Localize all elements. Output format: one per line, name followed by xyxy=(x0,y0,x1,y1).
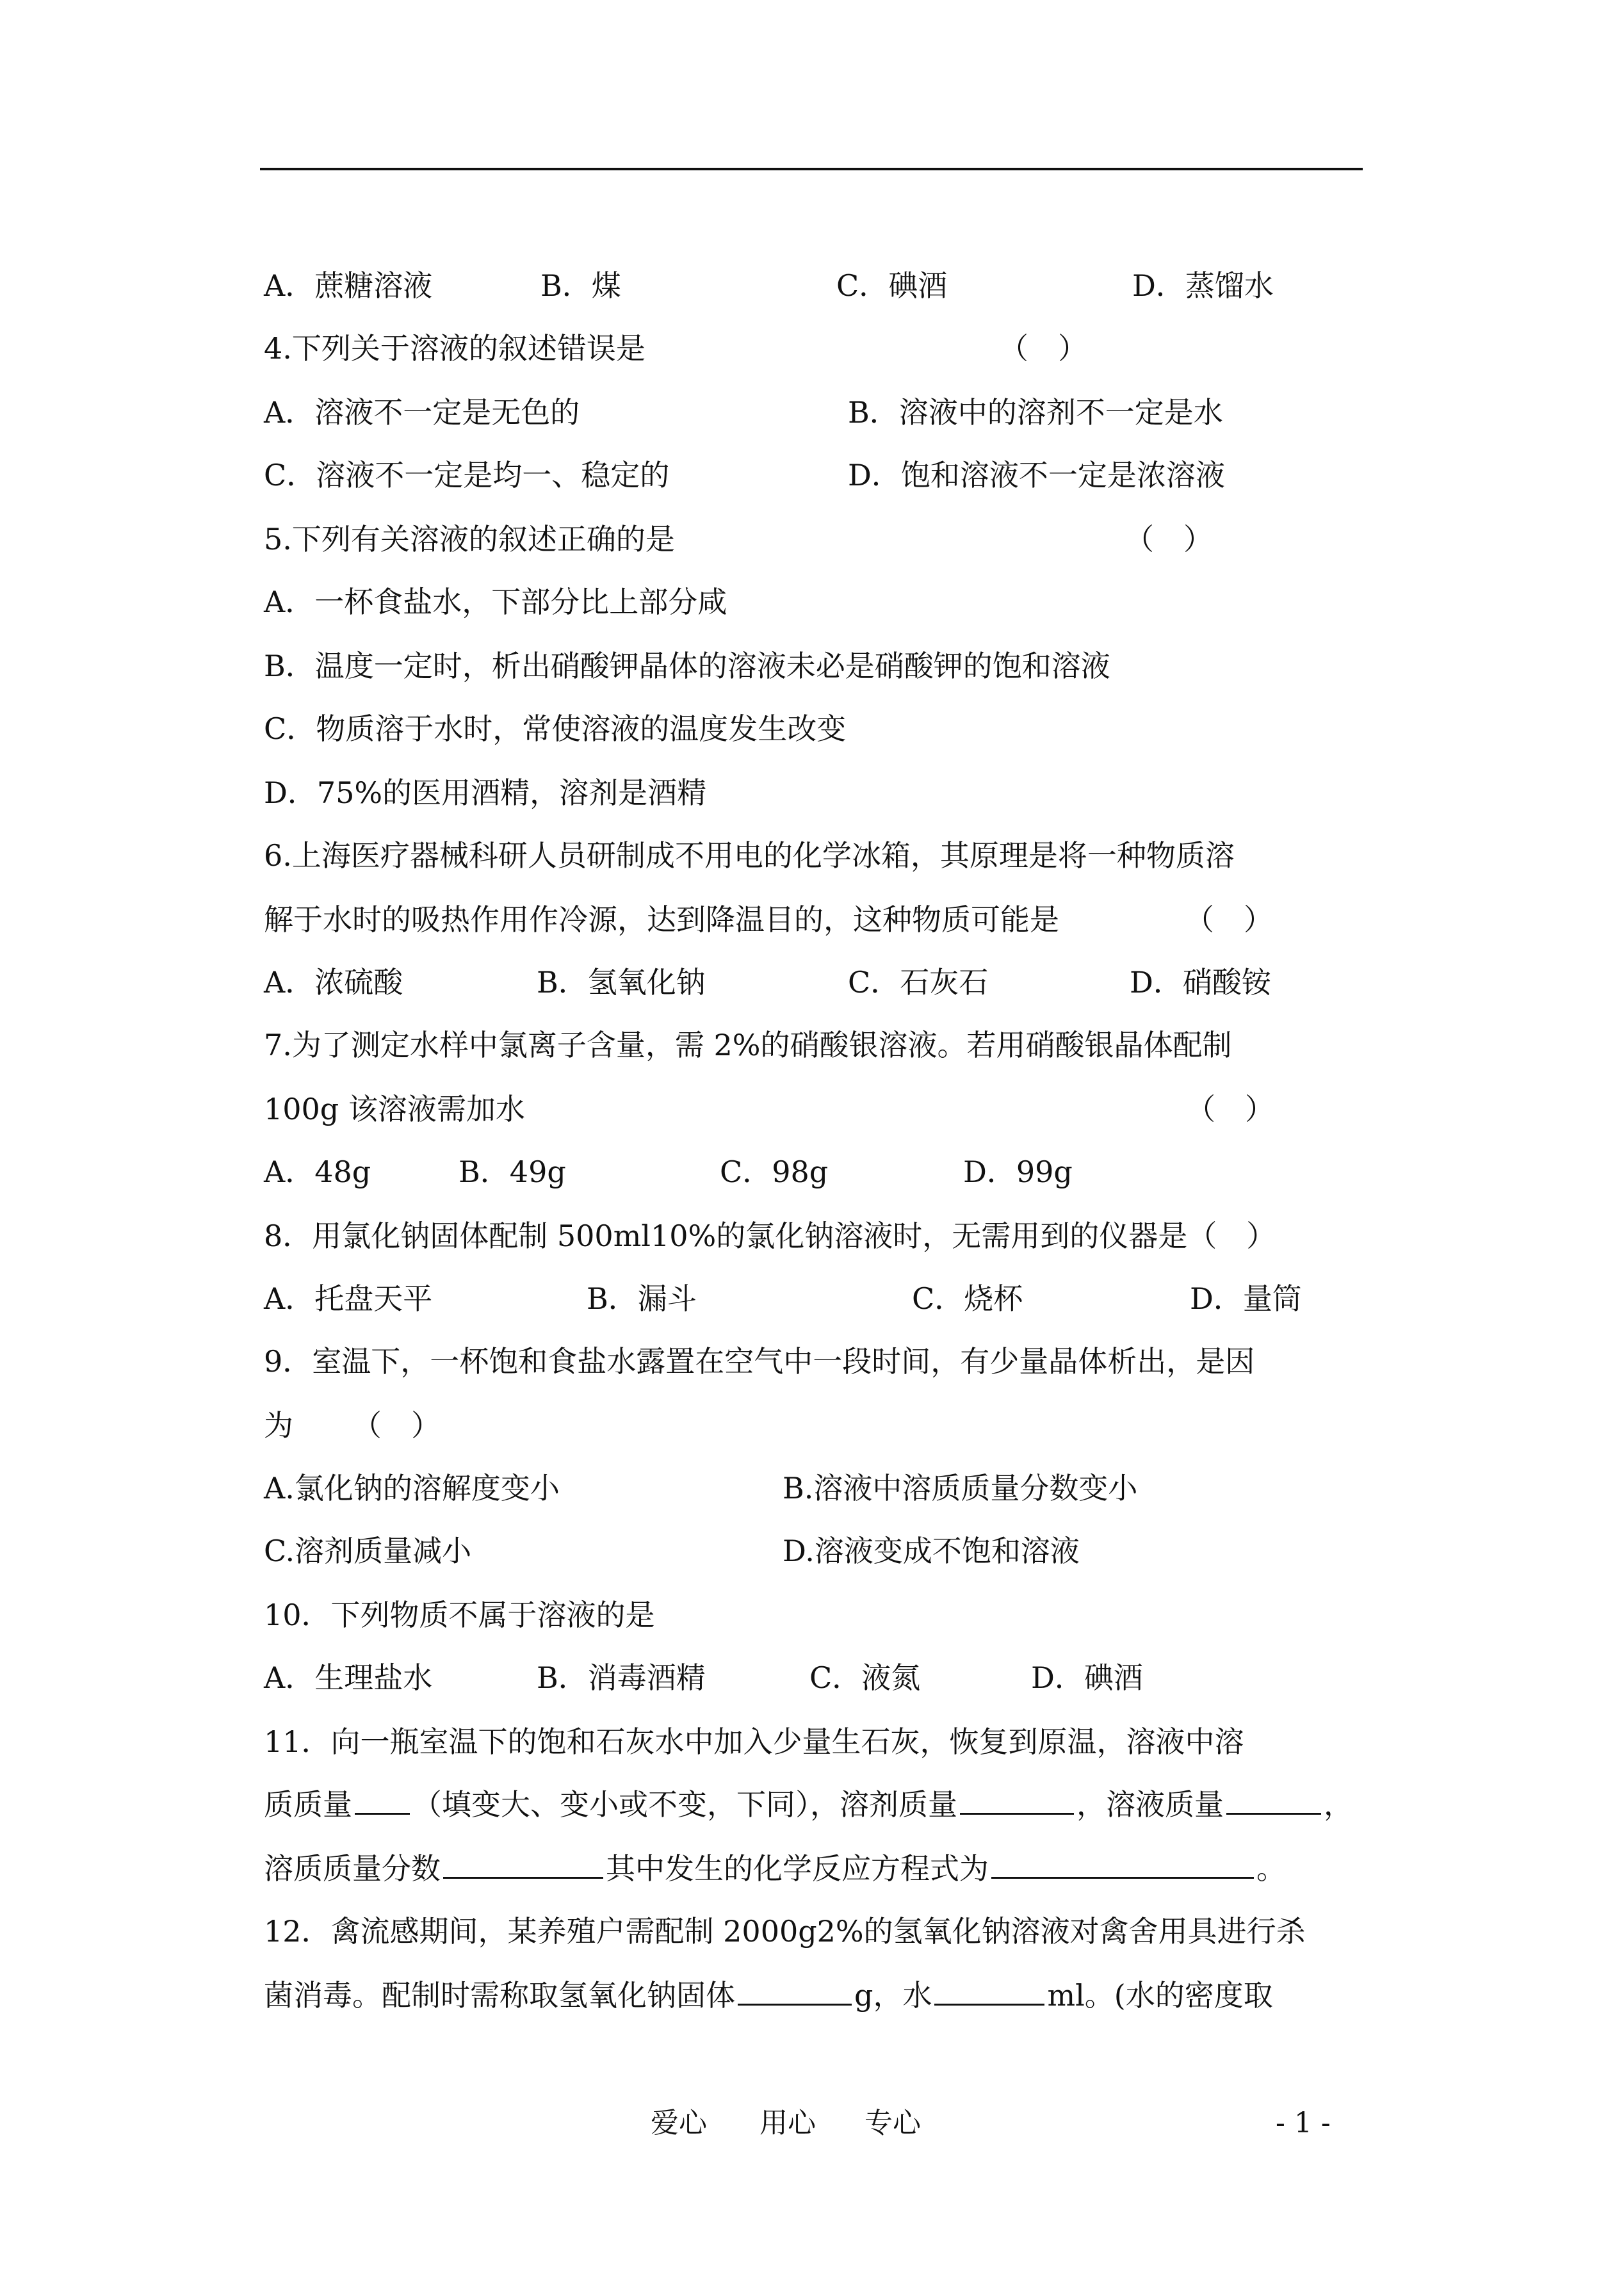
q12-line2 xyxy=(264,1977,1273,2013)
q9-answer-paren: （ ） xyxy=(352,1408,441,1443)
q9-option-d: D.溶液变成不饱和溶液 xyxy=(783,1534,1080,1568)
q7-option-c: C．98g xyxy=(720,1155,829,1189)
footer-motto-1: 爱心 xyxy=(651,2107,707,2139)
q9-option-c: C.溶剂质量减小 xyxy=(264,1534,472,1568)
q7-stem-line2: 100g 该溶液需加水 xyxy=(264,1092,525,1126)
page-number: - 1 - xyxy=(1276,2107,1331,2139)
q11-line2 xyxy=(264,1787,1353,1822)
q6-option-c: C．石灰石 xyxy=(848,965,989,1000)
q6-option-d: D．硝酸铵 xyxy=(1130,965,1271,1000)
q12-water-volume-blank xyxy=(934,1978,1044,2006)
q10-option-d: D．碘酒 xyxy=(1031,1660,1143,1695)
q12-naoh-mass-blank xyxy=(738,1978,852,2006)
q3-option-a: A．蔗糖溶液 xyxy=(264,268,433,303)
q9-option-b: B.溶液中溶质质量分数变小 xyxy=(783,1471,1138,1505)
q5-option-b: B．温度一定时，析出硝酸钾晶体的溶液未必是硝酸钾的饱和溶液 xyxy=(264,649,1110,683)
q11-line3 xyxy=(264,1851,1286,1886)
q4-option-b: B．溶液中的溶剂不一定是水 xyxy=(848,395,1223,430)
q9-option-a: A.氯化钠的溶解度变小 xyxy=(264,1471,560,1505)
q11-solute-mass-blank xyxy=(355,1787,410,1815)
q4-answer-paren: （ ） xyxy=(999,331,1087,366)
q7-option-b: B．49g xyxy=(459,1155,566,1189)
q8-option-b: B．漏斗 xyxy=(587,1281,697,1316)
q9-stem-line1: 9．室温下，一杯饱和食盐水露置在空气中一段时间，有少量晶体析出，是因 xyxy=(264,1344,1255,1379)
q11-line2-comma: ， xyxy=(1324,1787,1353,1822)
q11-solution-mass-blank xyxy=(1226,1787,1321,1815)
q12-water-label: g，水 xyxy=(854,1978,932,2013)
q11-equation-label: 其中发生的化学反应方程式为 xyxy=(606,1851,989,1886)
q7-answer-paren: （ ） xyxy=(1186,1092,1274,1126)
q11-line3-period: 。 xyxy=(1256,1851,1286,1886)
q10-option-a: A．生理盐水 xyxy=(264,1660,433,1695)
q5-stem: 5.下列有关溶液的叙述正确的是 xyxy=(264,522,675,556)
q8-stem: 8．用氯化钠固体配制 500ml10%的氯化钠溶液时，无需用到的仪器是（ ） xyxy=(264,1219,1276,1253)
q3-option-b: B．煤 xyxy=(540,268,621,303)
footer-motto-2: 用心 xyxy=(759,2107,816,2139)
q4-option-d: D．饱和溶液不一定是浓溶液 xyxy=(848,458,1225,492)
q11-equation-blank xyxy=(991,1851,1254,1879)
q4-option-a: A．溶液不一定是无色的 xyxy=(264,395,580,430)
q10-option-c: C．液氮 xyxy=(809,1660,921,1695)
q11-solvent-mass-blank xyxy=(960,1787,1074,1815)
q5-option-c: C．物质溶于水时，常使溶液的温度发生改变 xyxy=(264,711,847,746)
q8-option-d: D．量筒 xyxy=(1190,1281,1302,1316)
q6-answer-paren: （ ） xyxy=(1185,902,1273,937)
q11-solute-mass-label: 质质量 xyxy=(264,1787,352,1822)
q7-stem-line1: 7.为了测定水样中氯离子含量，需 2%的硝酸银溶液。若用硝酸银晶体配制 xyxy=(264,1028,1232,1062)
q6-stem-line1: 6.上海医疗器械科研人员研制成不用电的化学冰箱，其原理是将一种物质溶 xyxy=(264,838,1235,873)
q8-option-c: C．烧杯 xyxy=(912,1281,1023,1316)
header-rule xyxy=(260,168,1363,170)
q4-stem: 4.下列关于溶液的叙述错误是 xyxy=(264,331,646,366)
q10-option-b: B．消毒酒精 xyxy=(537,1660,706,1695)
q11-line1: 11．向一瓶室温下的饱和石灰水中加入少量生石灰，恢复到原温，溶液中溶 xyxy=(264,1724,1244,1759)
q9-stem-line2: 为 xyxy=(264,1408,293,1443)
q11-solution-mass-label: ，溶液质量 xyxy=(1076,1787,1224,1822)
q6-stem-line2: 解于水时的吸热作用作冷源，达到降温目的，这种物质可能是 xyxy=(264,902,1059,937)
q7-option-d: D．99g xyxy=(963,1155,1073,1189)
q10-stem: 10．下列物质不属于溶液的是 xyxy=(264,1598,655,1632)
q11-solvent-mass-label: （填变大、变小或不变，下同），溶剂质量 xyxy=(412,1787,957,1822)
q3-option-c: C．碘酒 xyxy=(836,268,948,303)
q11-mass-fraction-blank xyxy=(443,1851,603,1879)
q3-option-d: D．蒸馏水 xyxy=(1132,268,1274,303)
q12-density-note: ml。(水的密度取 xyxy=(1047,1978,1273,2013)
q7-option-a: A．48g xyxy=(264,1155,371,1189)
q12-naoh-label: 菌消毒。配制时需称取氢氧化钠固体 xyxy=(264,1978,735,2013)
q6-option-b: B．氢氧化钠 xyxy=(537,965,706,1000)
q6-option-a: A．浓硫酸 xyxy=(264,965,403,1000)
q4-option-c: C．溶液不一定是均一、稳定的 xyxy=(264,458,670,492)
q5-option-d: D．75%的医用酒精，溶剂是酒精 xyxy=(264,775,707,810)
footer-motto-3: 专心 xyxy=(865,2107,921,2139)
q11-mass-fraction-label: 溶质质量分数 xyxy=(264,1851,441,1886)
q12-line1: 12．禽流感期间，某养殖户需配制 2000g2%的氢氧化钠溶液对禽舍用具进行杀 xyxy=(264,1914,1306,1949)
q8-option-a: A．托盘天平 xyxy=(264,1281,433,1316)
q5-option-a: A．一杯食盐水，下部分比上部分咸 xyxy=(264,585,727,619)
q5-answer-paren: （ ） xyxy=(1125,522,1213,556)
